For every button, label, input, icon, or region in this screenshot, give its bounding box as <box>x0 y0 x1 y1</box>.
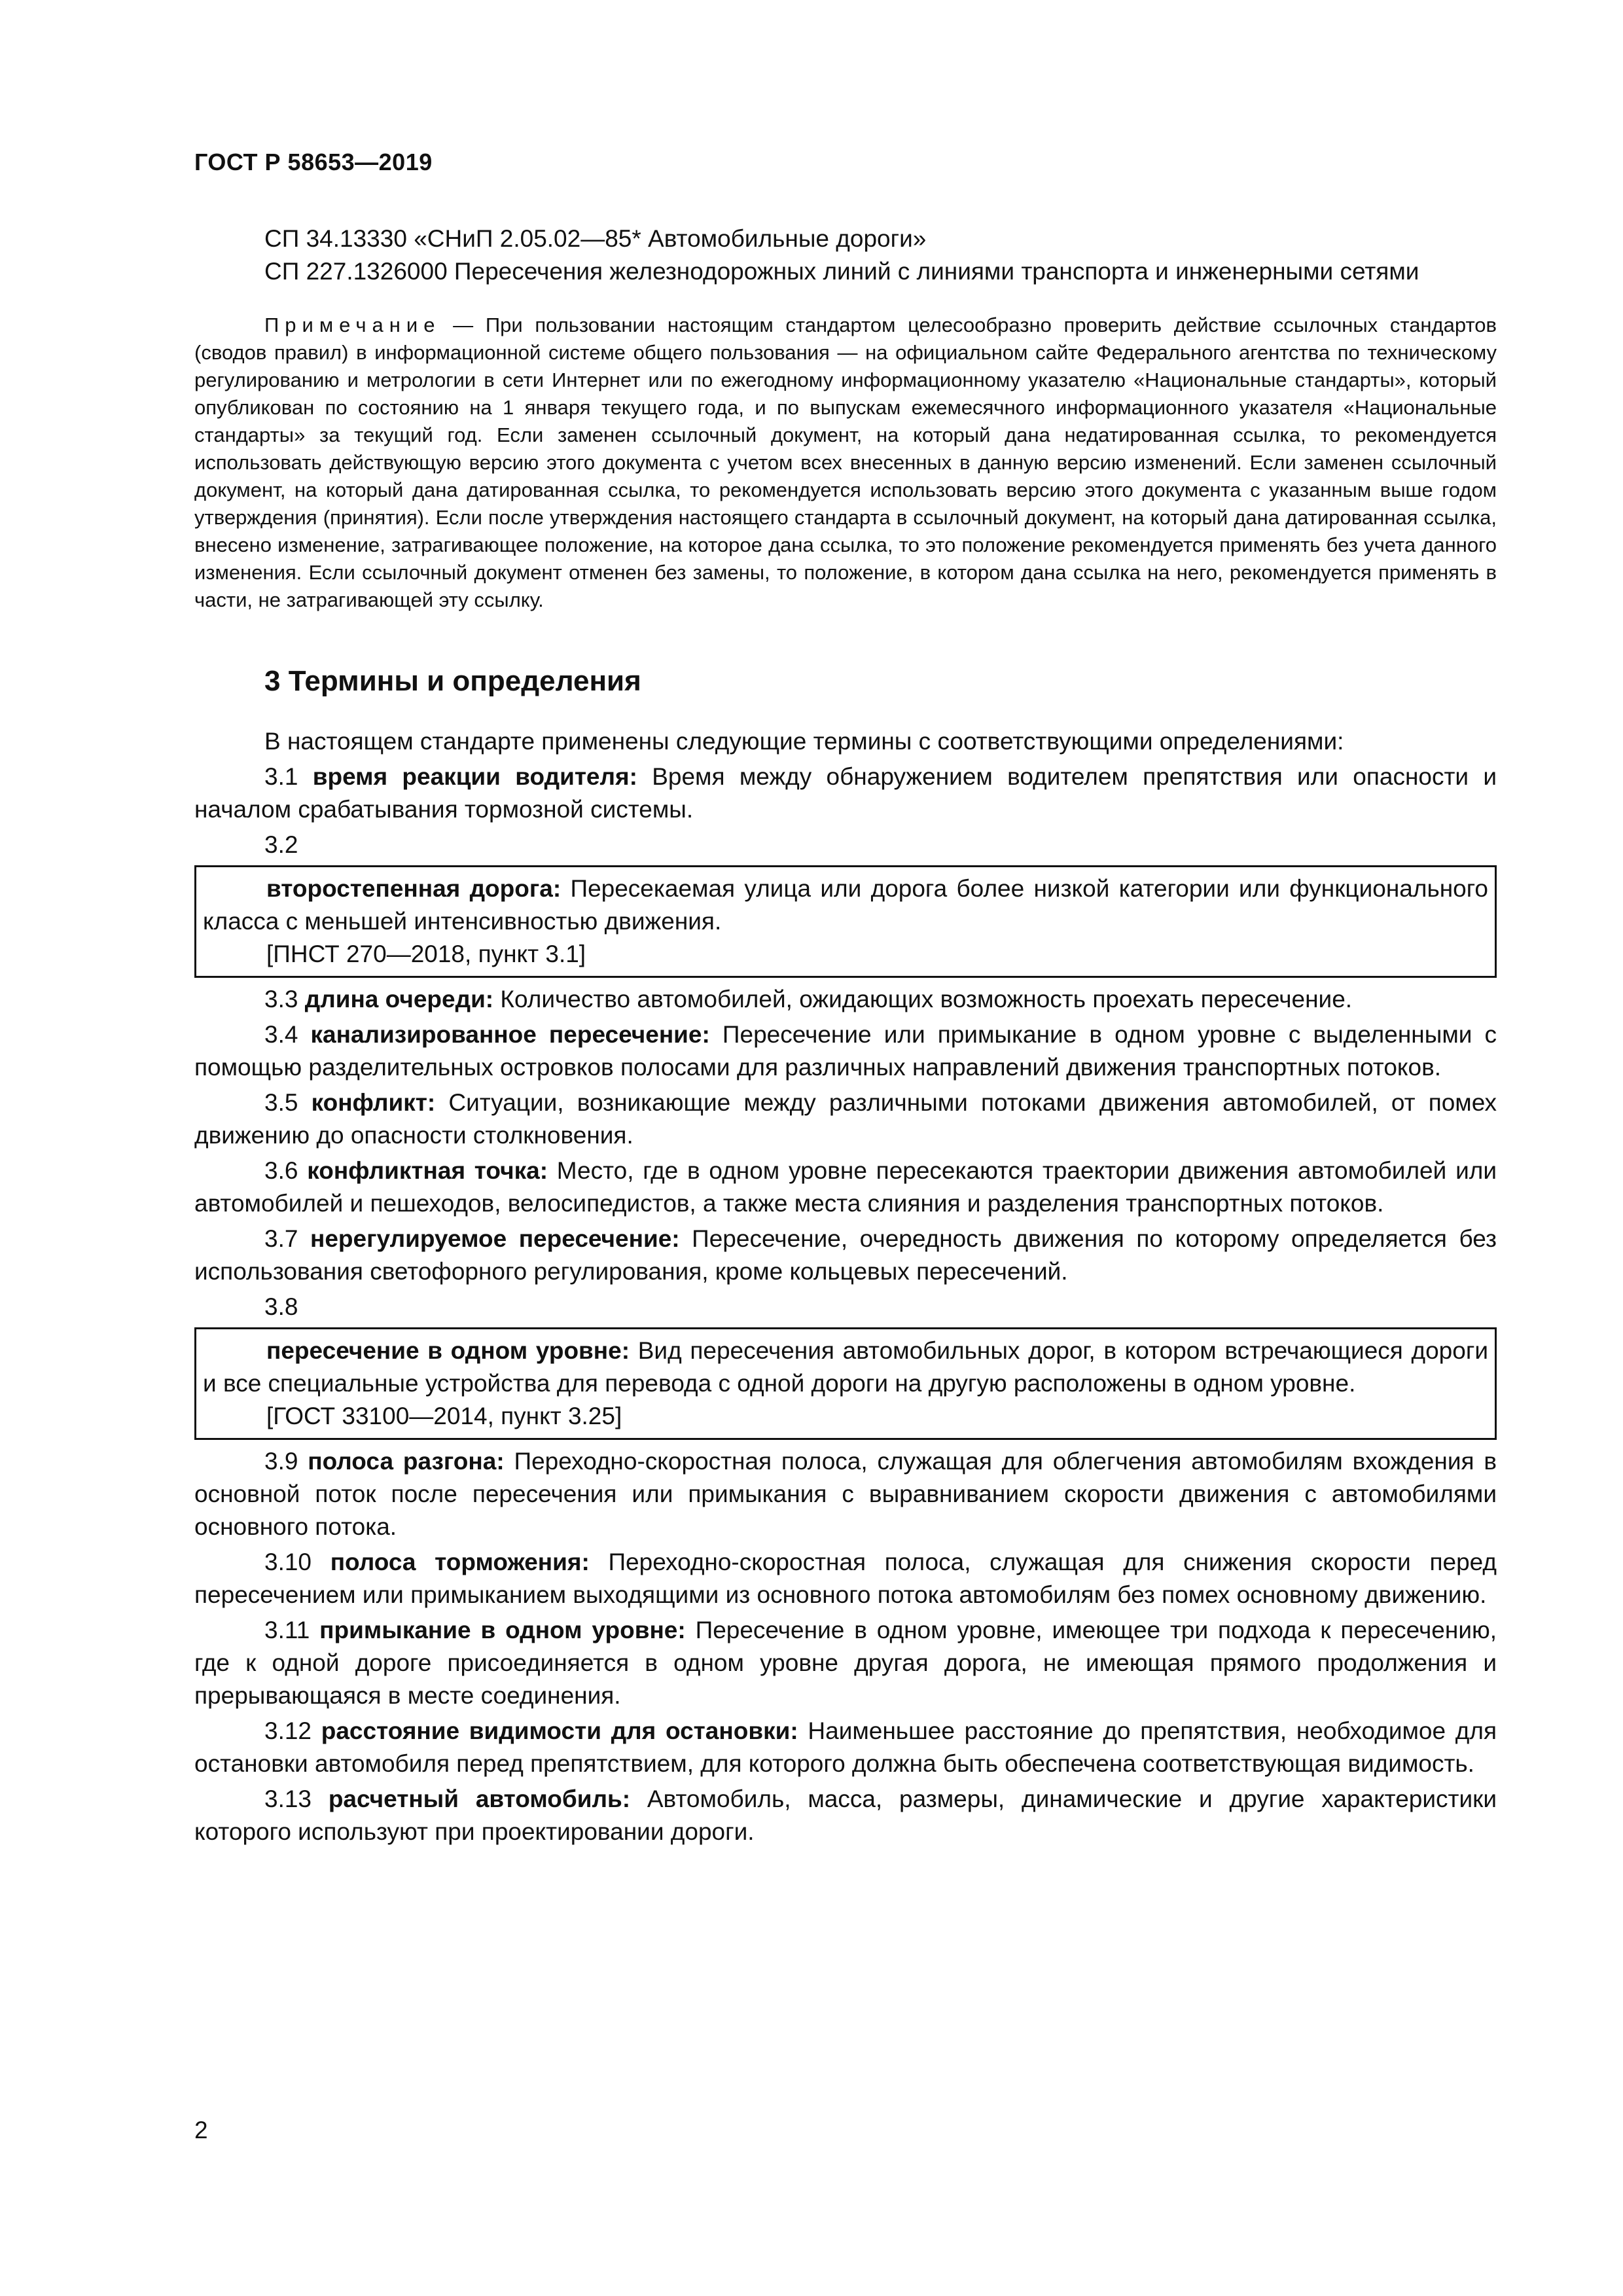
term-entry <box>203 872 1488 938</box>
term-number: 3.5 <box>264 1089 298 1116</box>
term-entry <box>194 1715 1497 1780</box>
reference-item: СП 227.1326000 Пересечения железнодорожных линий с линиями транспорта и инженерными сетями <box>264 258 1419 285</box>
term-name: конфликтная точка: <box>307 1157 548 1184</box>
term-number: 3.11 <box>264 1617 310 1643</box>
term-number: 3.4 <box>264 1021 298 1048</box>
term-definition: Время между обнаружением водителем препятствия или опасности и началом срабатывания тормозной системы. <box>194 763 1497 823</box>
term-entry <box>194 1018 1497 1084</box>
term-number: 3.7 <box>264 1225 298 1252</box>
term-number: 3.6 <box>264 1157 298 1184</box>
term-entry <box>194 1223 1497 1288</box>
quoted-term-box <box>194 865 1497 978</box>
normative-references <box>194 223 1497 288</box>
page-number: 2 <box>194 2117 208 2144</box>
term-entry <box>194 1445 1497 1543</box>
term-definition: Место, где в одном уровне пересекаются траектории движения автомобилей или автомобилей и пешеходов, велосипедистов, а также места слияния и разделения транспортных потоков. <box>194 1157 1497 1217</box>
term-entry <box>203 1335 1488 1400</box>
term-definition: Количество автомобилей, ожидающих возможность проехать пересечение. <box>493 986 1353 1013</box>
term-number: 3.8 <box>264 1293 298 1320</box>
term-name: второстепенная дорога: <box>266 875 562 902</box>
term-number: 3.9 <box>264 1448 298 1475</box>
term-definition: Наименьшее расстояние до препятствия, необходимое для остановки автомобиля перед препятствием, для которого должна быть обеспечена соответствующая видимость. <box>194 1717 1497 1777</box>
section-heading: 3 Термины и определения <box>264 665 641 697</box>
term-source: [ГОСТ 33100—2014, пункт 3.25] <box>266 1403 622 1429</box>
term-name: длина очереди: <box>304 986 494 1013</box>
term-number: 3.1 <box>264 763 298 790</box>
term-number: 3.12 <box>264 1717 312 1744</box>
term-definition: Ситуации, возникающие между различными потоками движения автомобилей, от помех движению до опасности столкновения. <box>194 1089 1497 1149</box>
term-name: расчетный автомобиль: <box>328 1785 631 1812</box>
term-number: 3.2 <box>264 831 298 858</box>
term-definition: Вид пересечения автомобильных дорог, в котором встречающиеся дороги и все специальные устройства для перевода с одной дороги на другую расположены в одном уровне. <box>203 1337 1488 1397</box>
term-definition: Автомобиль, масса, размеры, динамические и другие характеристики которого используют при проектировании дороги. <box>194 1785 1497 1845</box>
page-content <box>194 223 1497 1851</box>
term-name: конфликт: <box>311 1089 436 1116</box>
term-definition: Пересечение в одном уровне, имеющее три подхода к пересечению, где к одной дороге присоединяется в одном уровне другая дорога, не имеющая прямого продолжения и прерывающаяся в месте соединения. <box>194 1617 1497 1709</box>
term-entry <box>194 761 1497 826</box>
term-entry <box>194 1155 1497 1220</box>
quoted-term-box <box>194 1327 1497 1440</box>
term-name: нерегулируемое пересечение: <box>310 1225 680 1252</box>
term-number: 3.3 <box>264 986 298 1013</box>
term-number: 3.10 <box>264 1549 312 1575</box>
term-name: примыкание в одном уровне: <box>319 1617 686 1643</box>
term-definition: Пересечение или примыкание в одном уровне с выделенными с помощью разделительных островков полосами для различных направлений движения транспортных потоков. <box>194 1021 1497 1081</box>
note-text: — При пользовании настоящим стандартом целесообразно проверить действие ссылочных стандартов (сводов правил) в информационной системе общего пользования — на официальном сайте Федерального агентства по техническому регулированию и метрологии в сети Интернет или по ежегодному информационному указателю «Национальные стандарты», который опубликован по состоянию на 1 января текущего года, и по выпускам ежемесячного информационного указателя «Национальные стандарты» за текущий год. Если заменен ссылочный документ, на который дана недатированная ссылка, то рекомендуется использовать действующую версию этого документа с учетом всех внесенных в данную версию изменений. Если заменен ссылочный документ, на который дана датированная ссылка, то рекомендуется использовать версию этого документа с указанным выше годом утверждения (принятия). Если после утверждения настоящего стандарта в ссылочный документ, на который дана датированная ссылка, внесено изменение, затрагивающее положение, на которое дана ссылка, то это положение рекомендуется применять без учета данного изменения. Если ссылочный документ отменен без замены, то положение, в котором дана ссылка на него, рекомендуется применять в части, не затрагивающей эту ссылку. <box>194 314 1497 611</box>
term-name: время реакции водителя: <box>312 763 637 790</box>
term-definition: Переходно-скоростная полоса, служащая для облегчения автомобилям вхождения в основной поток после пересечения или примыкания с выравниванием скорости движения с автомобилями основного потока. <box>194 1448 1497 1540</box>
term-definition: Пересечение, очередность движения по которому определяется без использования светофорного регулирования, кроме кольцевых пересечений. <box>194 1225 1497 1285</box>
term-name: канализированное пересечение: <box>310 1021 710 1048</box>
section-intro: В настоящем стандарте применены следующие термины с соответствующими определениями: <box>264 728 1344 755</box>
term-entry <box>194 983 1497 1016</box>
document-header: ГОСТ Р 58653—2019 <box>194 149 433 175</box>
term-entry <box>194 1086 1497 1152</box>
term-name: пересечение в одном уровне: <box>266 1337 630 1364</box>
term-name: полоса разгона: <box>308 1448 505 1475</box>
term-entry <box>194 1783 1497 1848</box>
term-entry <box>194 1546 1497 1611</box>
term-definition: Пересекаемая улица или дорога более низкой категории или функционального класса с меньшей интенсивностью движения. <box>203 875 1488 935</box>
term-entry <box>194 1614 1497 1712</box>
term-source: [ПНСТ 270—2018, пункт 3.1] <box>266 941 586 967</box>
note-paragraph <box>194 312 1497 614</box>
term-name: полоса торможения: <box>330 1549 590 1575</box>
reference-item: СП 34.13330 «СНиП 2.05.02—85* Автомобильные дороги» <box>264 225 927 252</box>
note-label: Примечание <box>264 314 441 336</box>
term-definition: Переходно-скоростная полоса, служащая для снижения скорости перед пересечением или примыканием выходящими из основного потока автомобилям без помех основному движению. <box>194 1549 1497 1608</box>
term-number: 3.13 <box>264 1785 312 1812</box>
term-name: расстояние видимости для остановки: <box>321 1717 798 1744</box>
